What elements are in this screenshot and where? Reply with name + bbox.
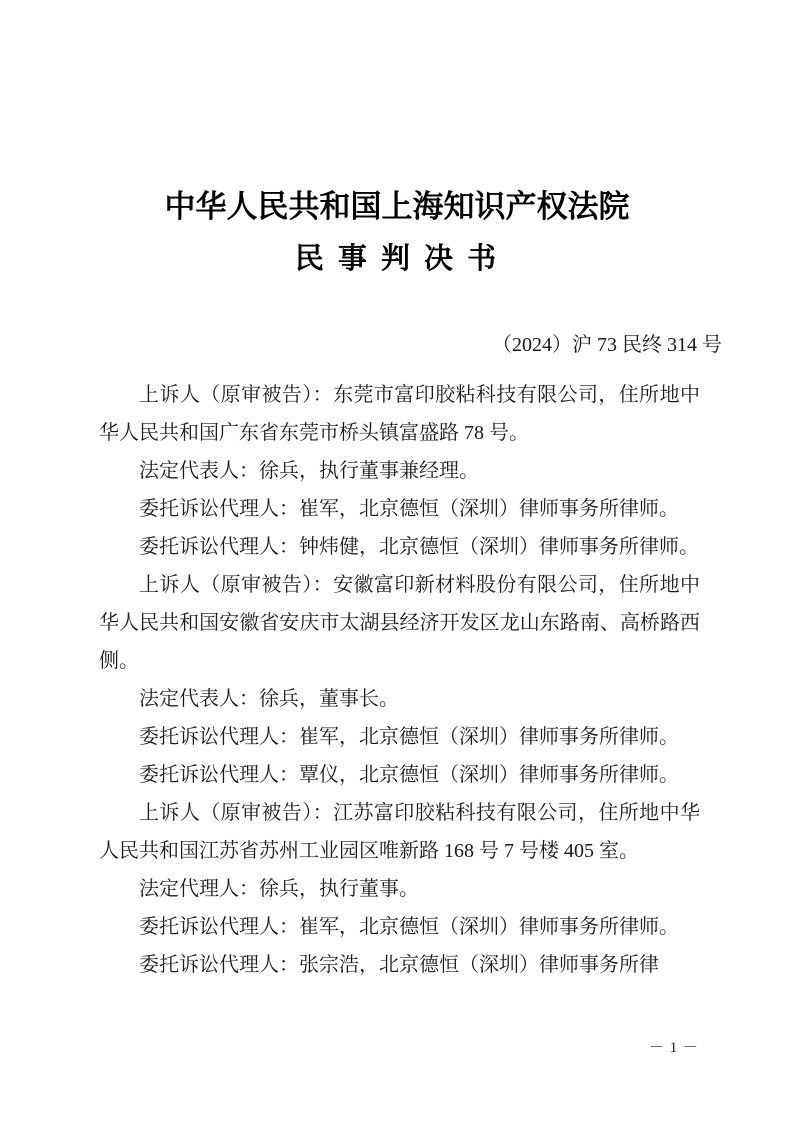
paragraph-attorney-3b: 委托诉讼代理人：张宗浩，北京德恒（深圳）律师事务所律 [139,954,659,976]
paragraph-attorney-3a: 委托诉讼代理人：崔军，北京德恒（深圳）律师事务所律师。 [139,916,679,938]
paragraph-appellant-2: 上诉人（原审被告）：安徽富印新材料股份有限公司，住所地中华人民共和国安徽省安庆市太湖县经济开发区龙山东路南、高桥路西侧。 [99,574,700,672]
paragraph-attorney-2b: 委托诉讼代理人：覃仪，北京德恒（深圳）律师事务所律师。 [139,764,679,786]
paragraph-appellant-3: 上诉人（原审被告）：江苏富印胶粘科技有限公司，住所地中华人民共和国江苏省苏州工业园区唯新路 168 号 7 号楼 405 室。 [99,802,700,862]
paragraph-legal-rep-3: 法定代理人：徐兵，执行董事。 [139,878,419,900]
document-type-title: 民 事 判 决 书 [294,243,500,275]
case-number: （2024）沪 73 民终 314 号 [492,334,722,356]
paragraph-appellant-1: 上诉人（原审被告）：东莞市富印胶粘科技有限公司，住所地中华人民共和国广东省东莞市桥头镇富盛路 78 号。 [99,384,700,444]
paragraph-legal-rep-1: 法定代表人：徐兵，执行董事兼经理。 [139,460,479,482]
document-body [99,376,700,984]
court-name-title: 中华人民共和国上海知识产权法院 [164,189,630,224]
paragraph-attorney-1b: 委托诉讼代理人：钟炜健，北京德恒（深圳）律师事务所律师。 [139,536,699,558]
paragraph-legal-rep-2: 法定代表人：徐兵，董事长。 [139,688,399,710]
paragraph-attorney-2a: 委托诉讼代理人：崔军，北京德恒（深圳）律师事务所律师。 [139,726,679,748]
paragraph-attorney-1a: 委托诉讼代理人：崔军，北京德恒（深圳）律师事务所律师。 [139,498,679,520]
page-number: － 1 － [648,1040,699,1056]
